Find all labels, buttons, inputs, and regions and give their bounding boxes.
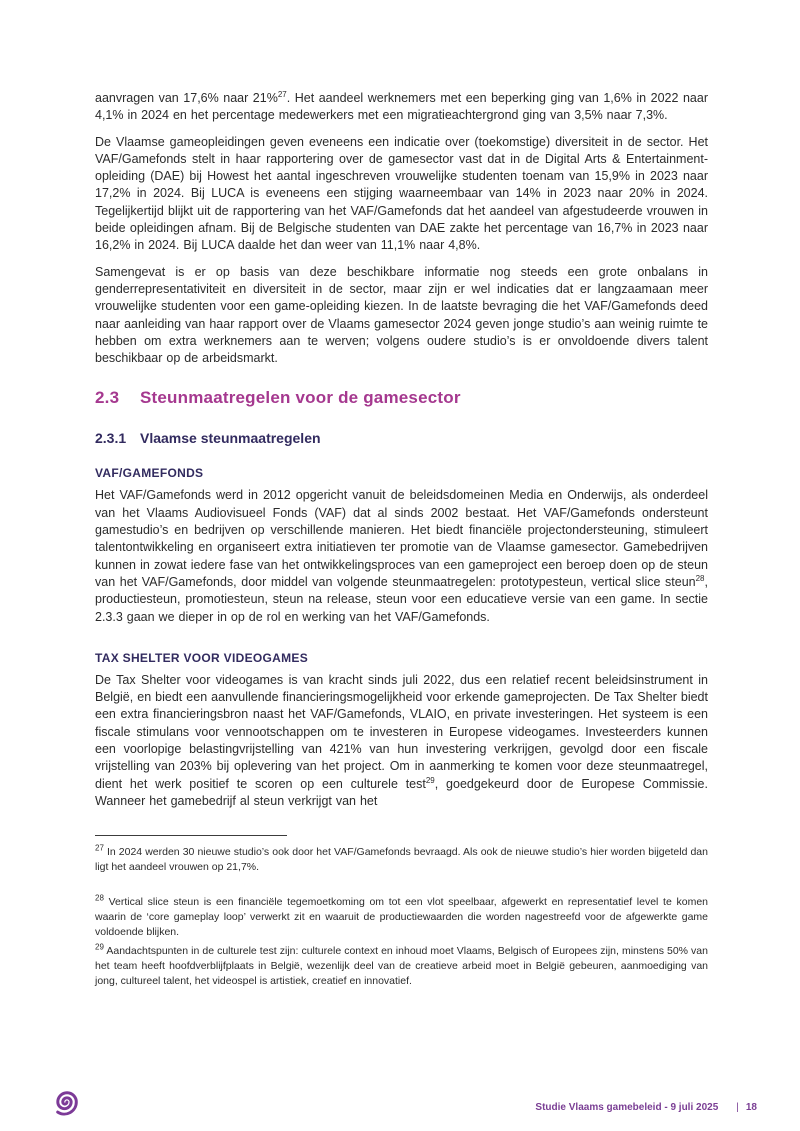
content-block-tax-shelter <box>95 651 708 810</box>
footnote-ref: 27 <box>95 843 104 853</box>
footer-separator: | <box>736 1102 739 1113</box>
section-title: Steunmaatregelen voor de gamesector <box>140 388 461 408</box>
footnote-separator <box>95 835 287 836</box>
content-block-vaf-gamefonds <box>95 466 708 625</box>
page-footer <box>0 1067 800 1131</box>
paragraph: De Vlaamse gameopleidingen geven eveneens een indicatie over (toekomstige) diversiteit in de sector. Het VAF/Gamefonds stelt in haar rapportering over de gamesector vast dat in de Digital Arts & Entertainment-opleiding (DAE) bij Howest het aantal ingeschreven vrouwelijke studenten toenam van 15,9% in 2023 naar 17,2% in 2024. Bij LUCA is eveneens een stijging waarneembaar van 14% in 2023 naar 20% in 2024. Tegelijkertijd blijkt uit de rapportering van het VAF/Gamefonds dat het aandeel van afgestudeerde vrouwen in beide opleidingen afnam. Bij de Belgische studenten van DAE zakte het percentage van 16,7% in 2023 naar 16,2% in 2024. Bij LUCA daalde het dan weer van 11,1% naar 4,8%. <box>95 134 708 253</box>
footnote-ref: 27 <box>277 89 287 99</box>
footnote: $^{28}$ Vertical slice steun is een financiële tegemoetkoming om tot een vlot speelbaar, afgewerkt en representatief level te komen waarin de ‘core gameplay loop’ verwerkt zit en waaruit de productiewaarden die worden nagestreefd voor de afgewerkte game voldoende blijken. <box>95 893 708 939</box>
paragraph: De Tax Shelter voor videogames is van kracht sinds juli 2022, dus een relatief recent beleidsinstrument in België, en biedt een aanvullende financieringsmogelijkheid voor erkende gameprojecten. De Tax Shelter biedt een extra financieringsbron naast het VAF/Gamefonds, VLAIO, en private investeringen. Het systeem is een fiscale stimulans voor vennootschappen om te investeren in Europese videogames. Investeerders kunnen een voorlopige belastingvrijstelling van 421% van hun investering verkrijgen, gevolgd door een fiscale vrijstelling van 203% bij oplevering van het project. Om in aanmerking te komen voor deze steunmaatregel, dient het werk positief te scoren op een culturele test$^{29}$, goedgekeurd door de Europese Commissie. Wanneer het gamebedrijf al steun verkrijgt van het <box>95 672 708 808</box>
section-number: 2.3 <box>95 388 120 408</box>
block-heading: VAF/GAMEFONDS <box>95 466 204 481</box>
spiral-logo-icon <box>44 1081 88 1123</box>
footnotes-area <box>95 835 708 989</box>
paragraph: Het VAF/Gamefonds werd in 2012 opgericht vanuit de beleidsdomeinen Media en Onderwijs, als onderdeel van het Vlaams Audiovisueel Fonds (VAF) dat al sinds 2002 bestaat. Het VAF/Gamefonds ondersteunt gamestudio’s en bedrijven op verschillende manieren. Het biedt financiële projectondersteuning, stimuleert talentontwikkeling en organiseert extra initiatieven ter promotie van de Vlaamse gamesector. Gamebedrijven kunnen in zowat iedere fase van het ontwikkelingsproces van een gameproject een beroep doen op de steun van het VAF/Gamefonds, door middel van volgende steunmaatregelen: prototypesteun, vertical slice steun$^{28}$, productiesteun, promotiesteun, steun na release, steun voor een educatieve versie van een game. In sectie 2.3.3 gaan we dieper in op de rol en werking van het VAF/Gamefonds. <box>95 488 708 624</box>
spiral-logo-graphic <box>44 1081 88 1123</box>
subsection-heading <box>95 430 708 446</box>
footer-page-number: 18 <box>745 1102 757 1113</box>
footer-info <box>535 1102 757 1113</box>
footnote: $^{29}$ Aandachtspunten in de culturele test zijn: culturele context en inhoud moet Vlaams, Belgisch of Europees zijn, minstens 50% van het team heeft hoofdverblijfplaats in België, wezenlijk deel van de creatieve arbeid moet in België gebeuren, aanmoediging van jong, cultureel talent, het videospel is artistiek, creatief en innovatief. <box>95 942 708 988</box>
footnote-ref: 28 <box>95 893 104 903</box>
footnote: $^{27}$ In 2024 werden 30 nieuwe studio’s ook door het VAF/Gamefonds bevraagd. Als ook de nieuwe studio’s hier worden bijgeteld dan ligt het aandeel vrouwen op 21,7%. <box>95 843 708 874</box>
subsection-title: Vlaamse steunmaatregelen <box>140 430 321 447</box>
paragraph: Samengevat is er op basis van deze beschikbare informatie nog steeds een grote onbalans in genderrepresentativiteit en diversiteit in de sector, maar zijn er wel indicaties dat er langzaamaan meer vrouwelijke studenten voor een game-opleiding kiezen. In de laatste bevraging die het VAF/Gamefonds deed naar aanleiding van haar rapport over de Vlaams gamesector 2024 geven jonge studio’s aan weinig ruimte te hebben om extra werknemers aan te werven; volgens oudere studio’s is er onvoldoende divers talent beschikbaar op de arbeidsmarkt. <box>95 264 708 366</box>
subsection-number: 2.3.1 <box>95 430 127 447</box>
section-heading <box>95 388 708 408</box>
footnote-ref: 29 <box>425 775 435 785</box>
paragraph: aanvragen van 17,6% naar 21%$^{27}$. Het aandeel werknemers met een beperking ging van 1,6% in 2022 naar 4,1% in 2024 en het percentage medewerkers met een migratieachtergrond ging van 3,5% naar 7,3%. <box>95 89 708 123</box>
footnote-ref: 28 <box>695 573 705 583</box>
block-heading: TAX SHELTER VOOR VIDEOGAMES <box>95 650 309 665</box>
footnote-ref: 29 <box>95 942 104 952</box>
footer-document-title: Studie Vlaams gamebeleid - 9 juli 2025 <box>535 1102 719 1113</box>
